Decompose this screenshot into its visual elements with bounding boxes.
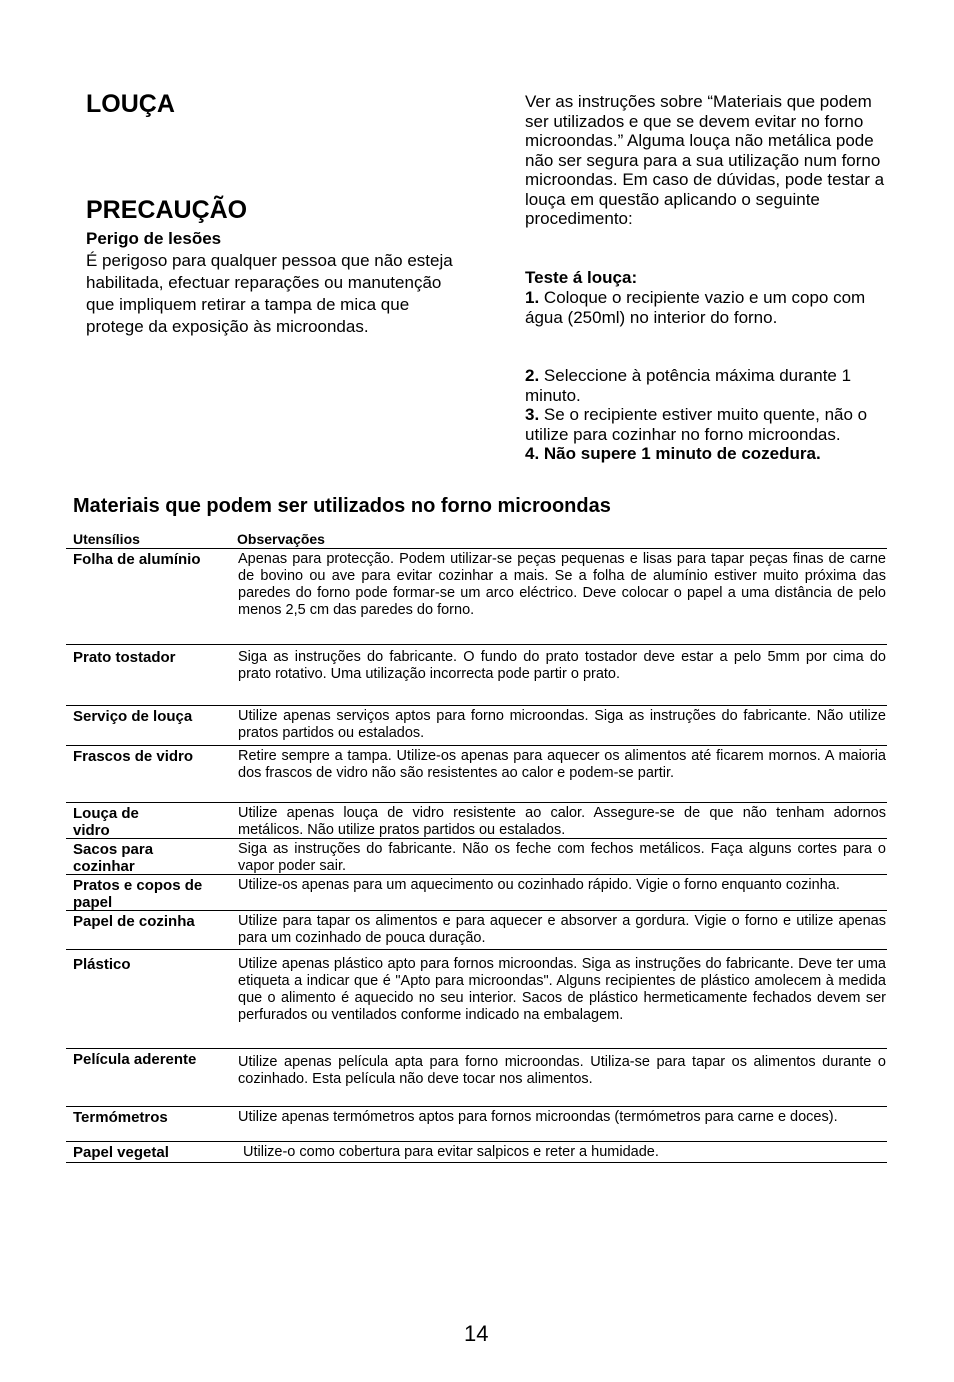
test-step-2 [525,366,895,405]
table-row [66,839,887,875]
row-observation: Apenas para protecção. Podem utilizar-se peças pequenas e lisas para tapar peças finas de carne de bovino ou ave para evitar cozinhar a mais. Se a folha de alumínio estiver muito próxima das paredes do forno pode formar-se um arco eléctrico. Deve colocar o papel a uma distância de pelo menos 2,5 cm das paredes do forno. [238,551,886,618]
warning-text: É perigoso para qualquer pessoa que não esteja habilitada, efectuar reparações ou manutenção que impliquem retirar a tampa de mica que protege da exposição às microondas. [86,251,453,336]
header-observacoes: Observações [237,531,325,547]
row-utensil: Serviço de louça [73,708,193,725]
row-observation: Utilize apenas plástico apto para fornos microondas. Siga as instruções do fabricante. Deve ter uma etiqueta a indicar que é "Apto para microondas". Alguns recipientes de plástico amolecem à medida que o alimento é aquecido no seu interior. Sacos de plástico hermeticamente fechados devem ser perfurados ou ventilados conforme indicado na embalagem. [238,956,886,1023]
row-utensil: Pratos e copos de papel [73,877,203,911]
row-utensil: Sacos para cozinhar [73,841,154,875]
row-observation: Utilize-os apenas para um aquecimento ou cozinhado rápido. Vigie o forno enquanto cozinha. [238,877,840,893]
header-utensilios: Utensílios [73,531,140,547]
table-row [66,1107,887,1142]
section-title-precaucao: PRECAUÇÃO [86,196,248,224]
table-row [66,1142,887,1163]
row-utensil: Prato tostador [73,649,176,666]
row-utensil: Película aderente [73,1051,197,1068]
row-observation: Utilize para tapar os alimentos e para aquecer e absorver a gordura. Vigie o forno e utilize apenas para um cozinhado de pouca duração. [238,913,886,946]
page-number: 14 [464,1321,489,1346]
row-observation: Utilize apenas película apta para forno microondas. Utiliza-se para tapar os alimentos durante o cozinhado. Esta película não deve tocar nos alimentos. [238,1054,886,1087]
test-step-4: 4. Não supere 1 minuto de cozedura. [525,444,821,463]
row-utensil: Plástico [73,956,131,973]
row-observation: Utilize apenas louça de vidro resistente ao calor. Assegure-se de que não tenham adornos metálicos. Não utilize pratos partidos ou estalados. [238,805,886,838]
table-header [66,530,887,549]
row-utensil: Louça de vidro [73,805,139,839]
intro-text: Ver as instruções sobre “Materiais que podem ser utilizados e que se devem evitar no forno microondas.” Alguma louça não metálica pode não ser segura para a sua utilização num forno microondas. Em caso de dúvidas, pode testar a louça em questão aplicando o seguinte procedimento: [525,92,885,228]
materials-table [66,530,887,1163]
section-title-louca: LOUÇA [86,90,175,118]
warning-subtitle: Perigo de lesões [86,229,222,248]
table-row [66,746,887,803]
table-row [66,911,887,950]
row-observation: Siga as instruções do fabricante. O fundo do prato tostador deve estar a pelo 5mm por cima do prato rotativo. Uma utilização incorrecta pode partir o prato. [238,649,886,682]
step-text: Coloque o recipiente vazio e um copo com água (250ml) no interior do forno. [525,288,866,327]
test-step-3 [525,405,895,444]
materials-title: Materiais que podem ser utilizados no forno microondas [73,495,611,517]
table-row [66,950,887,1049]
test-steps-2-4 [525,366,895,464]
row-observation: Utilize apenas serviços aptos para forno microondas. Siga as instruções do fabricante. Não utilize pratos partidos ou estalados. [238,708,886,741]
test-title: Teste á louça: [525,268,638,287]
step-number: 2. [525,366,540,385]
row-utensil: Papel vegetal [73,1144,169,1161]
row-utensil: Frascos de vidro [73,748,194,765]
step-number: 3. [525,405,540,424]
table-row [66,706,887,746]
table-row [66,803,887,839]
step-text: Se o recipiente estiver muito quente, não o utilize para cozinhar no forno microondas. [525,405,868,444]
step-text: Seleccione à potência máxima durante 1 minuto. [525,366,852,405]
row-observation: Siga as instruções do fabricante. Não os feche com fechos metálicos. Faça alguns cortes para o vapor poder sair. [238,841,886,874]
step-number: 1. [525,288,540,307]
row-observation: Retire sempre a tampa. Utilize-os apenas para aquecer os alimentos até ficarem mornos. A maioria dos frascos de vidro não são resistentes ao calor e podem-se partir. [238,748,886,781]
row-utensil: Papel de cozinha [73,913,195,930]
test-step-1 [525,288,895,327]
row-observation: Utilize apenas termómetros aptos para fornos microondas (termómetros para carne e doces). [238,1109,838,1125]
table-row [66,645,887,706]
row-utensil: Folha de alumínio [73,551,201,568]
table-row [66,549,887,645]
table-row [66,875,887,911]
table-row [66,1049,887,1107]
row-utensil: Termómetros [73,1109,168,1126]
row-observation: Utilize-o como cobertura para evitar salpicos e reter a humidade. [243,1144,659,1160]
